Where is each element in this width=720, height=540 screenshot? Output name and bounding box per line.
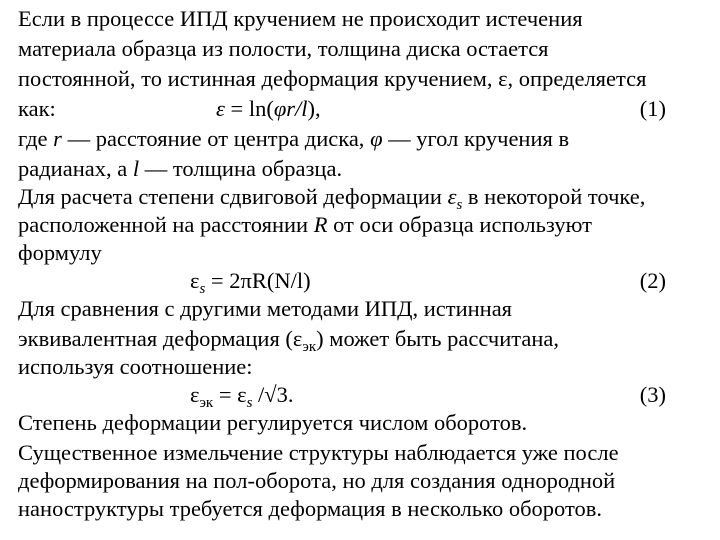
equation-line-1 [18,96,696,122]
text-line: где r — расстояние от центра диска, φ — угол кручения в [18,126,570,151]
equation-prefix: как: [18,96,56,121]
text-line: Существенное измельчение структуры наблюдается уже после [18,440,619,465]
text-line: Если в процессе ИПД кручением не происходит истечения [18,6,583,31]
equation-number-2: (2) [639,268,666,293]
equation-1: ε = ln(φr/l), [216,96,321,121]
text-line: Степень деформации регулируется числом оборотов. [18,410,528,435]
text-line: материала образца из полости, толщина диска остается [18,36,549,61]
text-line: Для сравнения с другими методами ИПД, истинная [18,296,513,321]
equation-2: $\varepsilon_s = 2\pi R(N/l)$ [190,268,311,297]
text-line: радианах, а l — толщина образца. [18,156,343,181]
text-line: наноструктуры требуется деформация в несколько оборотов. [18,496,603,521]
text-line: эквивалентная деформация $(\varepsilon_{эк})$ может быть рассчитана, [18,326,559,355]
text-line: Для расчета степени сдвиговой деформации $\varepsilon_s$ в некоторой точке, [18,184,646,213]
text-line: формулу [18,240,102,265]
text-line: расположенной на расстоянии R от оси образца используют [18,212,592,237]
equation-number-1: (1) [639,96,666,121]
text-line: используя соотношение: [18,354,253,379]
text-line: постоянной, то истинная деформация кручением, ε, определяется [18,66,647,91]
equation-number-3: (3) [639,382,666,407]
text-line: деформирования на пол-оборота, но для создания однородной [18,468,616,493]
equation-3: $\varepsilon_{эк} = \varepsilon_s$ /√3. [190,382,294,411]
